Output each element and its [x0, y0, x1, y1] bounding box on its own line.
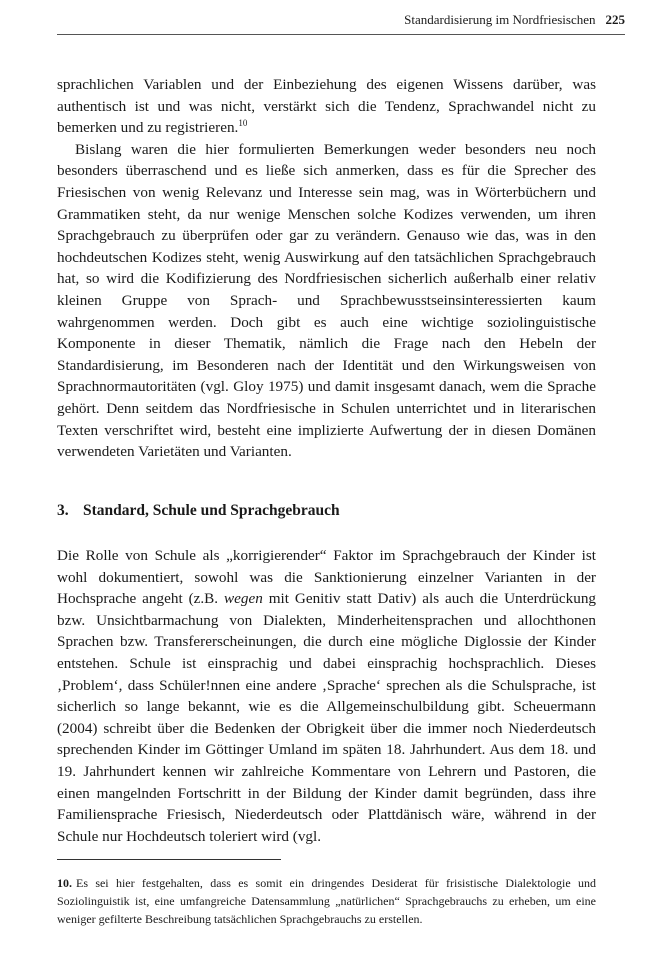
- section-heading: [57, 500, 596, 522]
- body-text-after-heading: [57, 545, 596, 847]
- running-header: [57, 10, 625, 35]
- footnote-text: Es sei hier festgehalten, dass es somit ein dringendes Desiderat für frisistische Dialektologie und Soziolinguistik ist, eine umfangreiche Datensammlung „natürlichen“ Sprachgebrauchs zu erheben, um eine weniger gefilterte Beschreibung tatsächlichen Sprachgebrauchs zu erstellen.: [57, 876, 596, 926]
- paragraph: Bislang waren die hier formulierten Bemerkungen weder besonders neu noch besonders überraschend und es ließe sich anmerken, dass es für die Sprecher des Friesischen von wenig Relevanz und Interesse sein mag, was in Wörterbüchern und Grammatiken steht, da nur wenige Menschen solche Kodizes verwenden, um ihren Sprachgebrauch zu überprüfen oder gar zu verändern. Genauso wie das, was in den hochdeutschen Kodizes steht, wenig Auswirkung auf den tatsächlichen Sprachgebrauch hat, so wird die Kodifizierung des Nordfriesischen sicherlich außerhalb einer relativ kleinen Gruppe von Sprach- und Sprachbewusstseinsinteressierten kaum wahrgenommen werden. Doch gibt es auch eine wichtige soziolinguistische Komponente in dieser Thematik, nämlich die Frage nach den Hebeln der Standardisierung, im Besonderen nach der Identität und den Wirkungsweisen von Sprachnormautoritäten (vgl. Gloy 1975) und damit insgesamt danach, wem die Sprache gehört. Denn seitdem das Nordfriesische in Schulen unterrichtet und in literarischen Texten verschriftet wird, besteht eine implizierte Aufwertung der in diesen Domänen verwendeten Varietäten und Varianten.: [57, 140, 596, 461]
- section-number: 3.: [57, 502, 69, 519]
- section-title: Standard, Schule und Sprachgebrauch: [83, 502, 340, 519]
- italic-term: wegen: [224, 590, 263, 608]
- paragraph-text-part2: mit Genitiv statt Dativ) als auch die Unterdrückung bzw. Unsichtbarmachung von Dialekten, Minderheitensprachen und allochthonen Sprachen bzw. Transfererscheinungen, die durch eine mögliche Diglossie der Kinder entstehen. Schule ist einsprachig und dabei einsprachig hochsprachlich. Dieses ‚Problem‘, dass Schüler!nnen eine andere ‚Sprache‘ sprechen als die Schulsprache, ist sicherlich so lange bekannt, wie es die Allgemeinschulbildung gibt. Scheuermann (2004) schreibt über die Bedenken der Obrigkeit über die immer noch Niederdeutsch sprechenden Kinder im Göttinger Umland im späten 18. Jahrhundert. Aus dem 18. und 19. Jahrhundert kennen wir zahlreiche Kommentare von Lehrern und Pastoren, die einen mangelnden Fortschritt in der Bildung der Kinder damit begründen, dass ihre Familiensprache Friesisch, Niederdeutsch oder Plattdänisch wäre, während in der Schule nur Hochdeutsch toleriert wird (vgl.: [57, 590, 597, 845]
- page-number: 225: [605, 12, 625, 27]
- footnote-reference: 10: [238, 118, 248, 129]
- footnote-number: 10.: [57, 876, 72, 890]
- body-text-before-heading: [57, 74, 596, 463]
- paragraph-text-part1: Die Rolle von Schule als „korrigierender“ Faktor im Sprachgebrauch der Kinder ist wohl dokumentiert, sowohl was die Sanktionierung einzelner Varianten in der Hochsprache angeht (z.B.: [57, 547, 596, 608]
- paragraph-continued: [57, 74, 596, 139]
- footnote: [57, 874, 596, 928]
- footnote-divider: [57, 859, 281, 860]
- paragraph-text: sprachlichen Variablen und der Einbeziehung des eigenen Wissens darüber, was authentisch ist und was nicht, verstärkt sich die Tendenz, Sprachwandel nicht zu bemerken und zu registrieren.: [57, 76, 596, 137]
- running-title: Standardisierung im Nordfriesischen: [404, 12, 596, 27]
- paragraph: [57, 545, 596, 847]
